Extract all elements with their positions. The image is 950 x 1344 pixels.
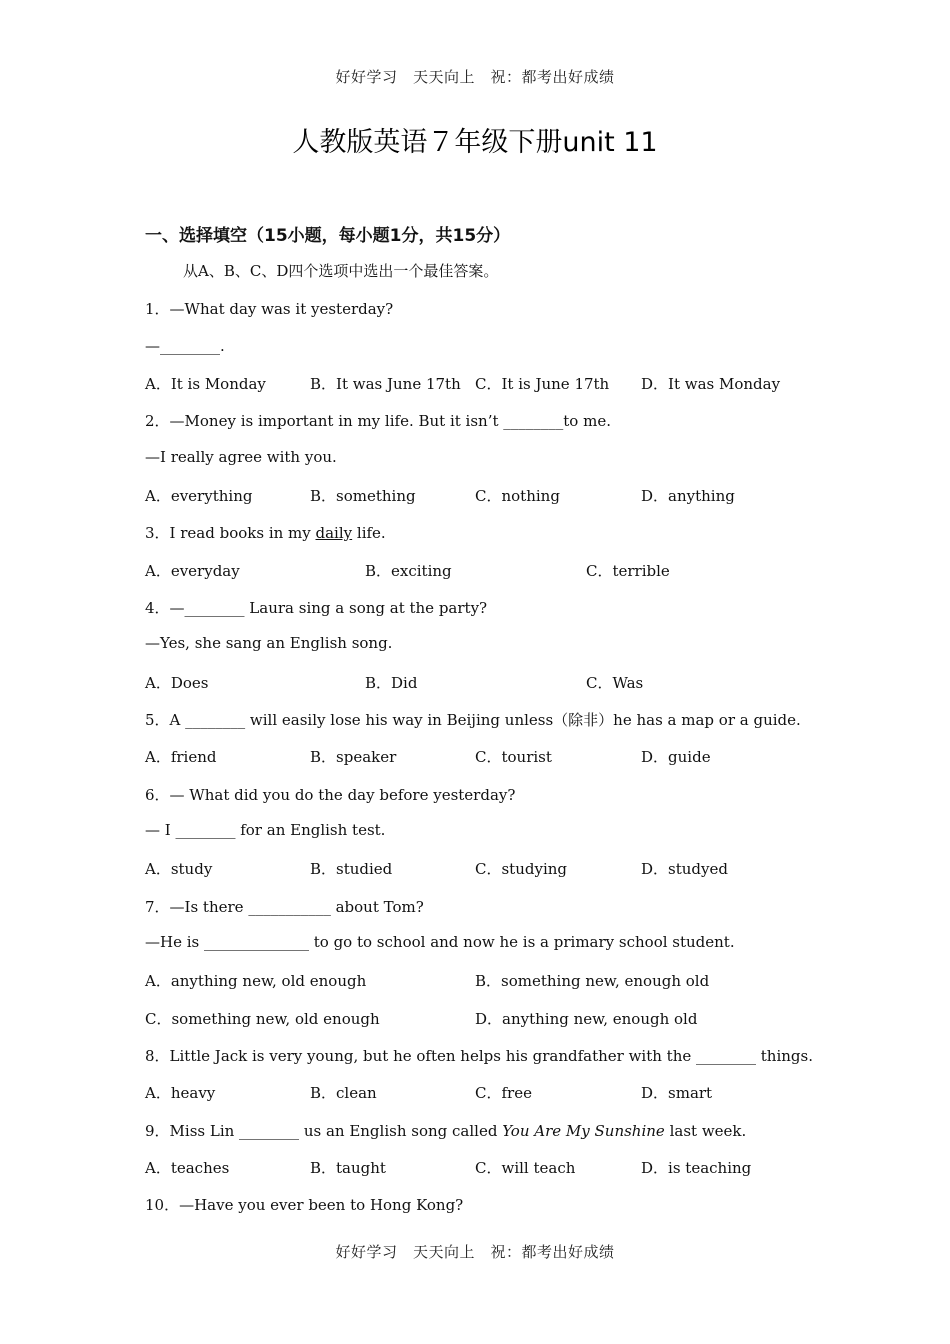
- question-5-option-c: C．tourist: [475, 748, 552, 766]
- question-1-answer-line: —________.: [145, 337, 225, 355]
- question-4-option-b: B．Did: [365, 674, 418, 692]
- question-2-option-a: A．everything: [145, 487, 253, 505]
- question-6-answer-line: — I ________ for an English test.: [145, 821, 386, 839]
- question-9-text-post: last week.: [664, 1122, 747, 1140]
- question-7-answer-line: —He is ______________ to go to school and now he is a primary school student.: [145, 933, 735, 951]
- document-title: 人教版英语７年级下册unit 11: [292, 127, 658, 158]
- question-10-stem: 10．—Have you ever been to Hong Kong?: [145, 1196, 464, 1214]
- question-3-underlined-word: daily: [315, 524, 353, 542]
- question-3-option-c: C．terrible: [586, 562, 670, 580]
- page-footer: 好好学习 天天向上 祝：都考出好成绩: [335, 1243, 615, 1261]
- question-6-stem: 6．— What did you do the day before yesterday?: [145, 786, 516, 804]
- question-4-stem: 4．—________ Laura sing a song at the party?: [145, 599, 488, 617]
- question-3-stem: [145, 522, 386, 543]
- question-3-option-b: B．exciting: [365, 562, 452, 580]
- question-2-option-b: B．something: [310, 487, 416, 505]
- section-instruction: 从A、B、C、D四个选项中选出一个最佳答案。: [183, 262, 499, 280]
- question-7-option-a: A．anything new, old enough: [145, 972, 367, 990]
- question-7-stem: 7．—Is there ___________ about Tom?: [145, 898, 424, 916]
- question-4-answer-line: —Yes, she sang an English song.: [145, 634, 393, 652]
- question-2-answer-line: —I really agree with you.: [145, 448, 337, 466]
- question-6-option-b: B．studied: [310, 860, 393, 878]
- question-7-option-d: D．anything new, enough old: [475, 1010, 698, 1028]
- question-8-option-a: A．heavy: [145, 1084, 216, 1102]
- question-9-option-c: C．will teach: [475, 1159, 576, 1177]
- question-7-option-b: B．something new, enough old: [475, 972, 710, 990]
- question-9-stem: [145, 1120, 746, 1141]
- question-4-option-a: A．Does: [145, 674, 209, 692]
- question-3-text-pre: 3．I read books in my: [145, 524, 316, 542]
- question-2-stem: 2．—Money is important in my life. But it isn’t ________to me.: [145, 412, 611, 430]
- question-5-stem: 5．A ________ will easily lose his way in Beijing unless（除非）he has a map or a guide.: [145, 711, 801, 729]
- question-5-option-b: B．speaker: [310, 748, 397, 766]
- question-5-option-a: A．friend: [145, 748, 217, 766]
- question-9-option-a: A．teaches: [145, 1159, 230, 1177]
- page-header: 好好学习 天天向上 祝：都考出好成绩: [335, 68, 615, 86]
- question-9-option-b: B．taught: [310, 1159, 386, 1177]
- question-5-option-d: D．guide: [641, 748, 711, 766]
- question-9-option-d: D．is teaching: [641, 1159, 752, 1177]
- question-8-option-b: B．clean: [310, 1084, 377, 1102]
- question-3-option-a: A．everyday: [145, 562, 240, 580]
- question-8-option-c: C．free: [475, 1084, 532, 1102]
- question-1-option-c: C．It is June 17th: [475, 375, 610, 393]
- question-9-text-pre: 9．Miss Lin ________ us an English song called: [145, 1122, 503, 1140]
- question-2-option-d: D．anything: [641, 487, 735, 505]
- question-1-option-d: D．It was Monday: [641, 375, 781, 393]
- question-1-stem: 1．—What day was it yesterday?: [145, 300, 394, 318]
- question-6-option-a: A．study: [145, 860, 213, 878]
- question-4-option-c: C．Was: [586, 674, 644, 692]
- question-9-song-title: You Are My Sunshine: [502, 1122, 665, 1140]
- question-3-text-post: life.: [352, 524, 386, 542]
- question-1-option-a: A．It is Monday: [145, 375, 266, 393]
- question-2-option-c: C．nothing: [475, 487, 560, 505]
- question-6-option-d: D．studyed: [641, 860, 728, 878]
- question-8-option-d: D．smart: [641, 1084, 713, 1102]
- question-8-stem: 8．Little Jack is very young, but he often helps his grandfather with the ________ things.: [145, 1047, 813, 1065]
- question-6-option-c: C．studying: [475, 860, 567, 878]
- section-heading: 一、选择填空（15小题，每小题1分，共15分）: [145, 226, 511, 246]
- question-1-option-b: B．It was June 17th: [310, 375, 461, 393]
- question-7-option-c: C．something new, old enough: [145, 1010, 380, 1028]
